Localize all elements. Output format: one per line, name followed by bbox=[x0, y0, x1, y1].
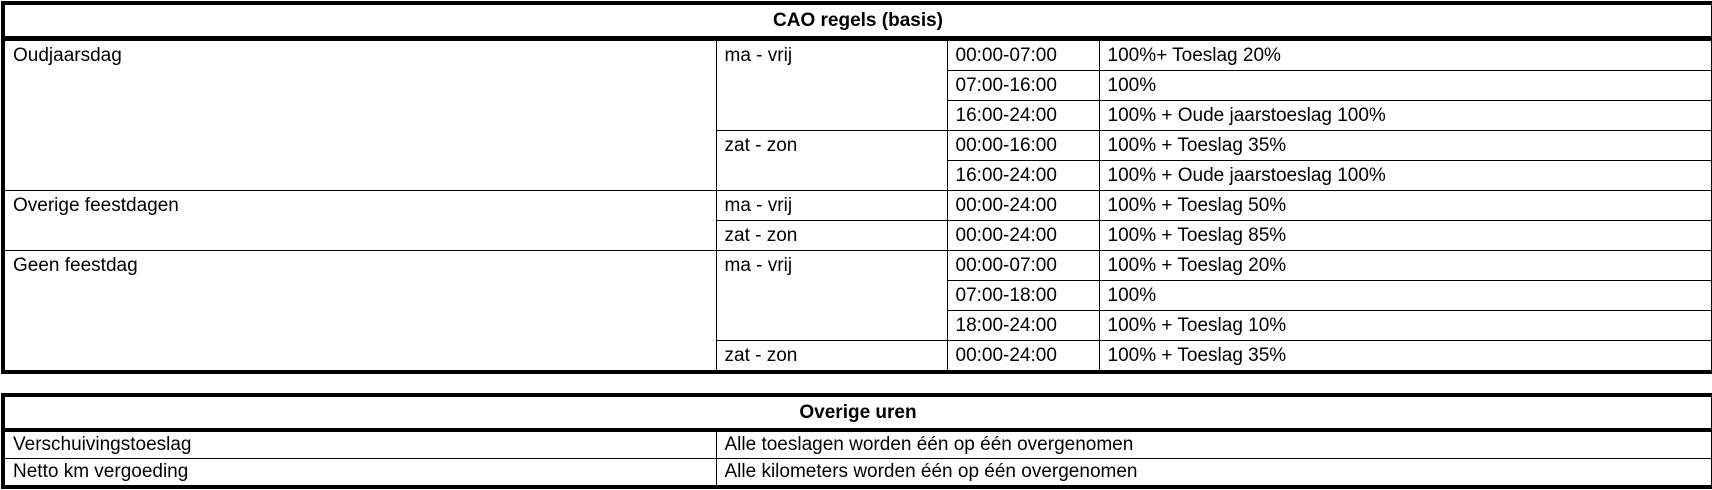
weekday-range-cell: ma - vrij bbox=[716, 39, 947, 131]
day-type-cell: Overige feestdagen bbox=[3, 191, 716, 251]
rate-cell: 100% + Toeslag 85% bbox=[1099, 221, 1712, 251]
time-slot-cell: 00:00-16:00 bbox=[947, 131, 1099, 161]
rate-cell: 100% + Oude jaarstoeslag 100% bbox=[1099, 101, 1712, 131]
rate-cell: 100% + Toeslag 10% bbox=[1099, 311, 1712, 341]
time-slot-cell: 07:00-18:00 bbox=[947, 281, 1099, 311]
rate-cell: 100% bbox=[1099, 281, 1712, 311]
rate-cell: 100% + Oude jaarstoeslag 100% bbox=[1099, 161, 1712, 191]
table-row bbox=[3, 459, 1712, 488]
overige-uren-body bbox=[3, 430, 1712, 487]
cao-rules-table bbox=[1, 1, 1712, 374]
rate-cell: 100% bbox=[1099, 71, 1712, 101]
overige-uren-title-row bbox=[3, 395, 1712, 430]
overige-uren-table bbox=[1, 393, 1712, 489]
table-row bbox=[3, 191, 1712, 221]
weekday-range-cell: ma - vrij bbox=[716, 251, 947, 341]
day-type-cell: Geen feestdag bbox=[3, 251, 716, 373]
time-slot-cell: 00:00-24:00 bbox=[947, 341, 1099, 373]
other-hours-label-cell: Verschuivingstoeslag bbox=[3, 430, 716, 459]
weekday-range-cell: ma - vrij bbox=[716, 191, 947, 221]
cao-rules-body bbox=[3, 39, 1712, 373]
cao-title-row bbox=[3, 3, 1712, 39]
other-hours-label-cell: Netto km vergoeding bbox=[3, 459, 716, 488]
rate-cell: 100% + Toeslag 35% bbox=[1099, 131, 1712, 161]
weekday-range-cell: zat - zon bbox=[716, 131, 947, 191]
other-hours-value-cell: Alle kilometers worden één op één overgenomen bbox=[716, 459, 1712, 488]
cao-title: CAO regels (basis) bbox=[3, 3, 1712, 39]
table-row bbox=[3, 430, 1712, 459]
table-row bbox=[3, 39, 1712, 71]
time-slot-cell: 07:00-16:00 bbox=[947, 71, 1099, 101]
time-slot-cell: 16:00-24:00 bbox=[947, 161, 1099, 191]
time-slot-cell: 00:00-24:00 bbox=[947, 191, 1099, 221]
other-hours-value-cell: Alle toeslagen worden één op één overgenomen bbox=[716, 430, 1712, 459]
rate-cell: 100%+ Toeslag 20% bbox=[1099, 39, 1712, 71]
day-type-cell: Oudjaarsdag bbox=[3, 39, 716, 191]
weekday-range-cell: zat - zon bbox=[716, 221, 947, 251]
time-slot-cell: 00:00-07:00 bbox=[947, 251, 1099, 281]
rate-cell: 100% + Toeslag 50% bbox=[1099, 191, 1712, 221]
table-row bbox=[3, 251, 1712, 281]
rate-cell: 100% + Toeslag 35% bbox=[1099, 341, 1712, 373]
time-slot-cell: 16:00-24:00 bbox=[947, 101, 1099, 131]
weekday-range-cell: zat - zon bbox=[716, 341, 947, 373]
rate-cell: 100% + Toeslag 20% bbox=[1099, 251, 1712, 281]
time-slot-cell: 00:00-07:00 bbox=[947, 39, 1099, 71]
time-slot-cell: 18:00-24:00 bbox=[947, 311, 1099, 341]
overige-uren-title: Overige uren bbox=[3, 395, 1712, 430]
time-slot-cell: 00:00-24:00 bbox=[947, 221, 1099, 251]
